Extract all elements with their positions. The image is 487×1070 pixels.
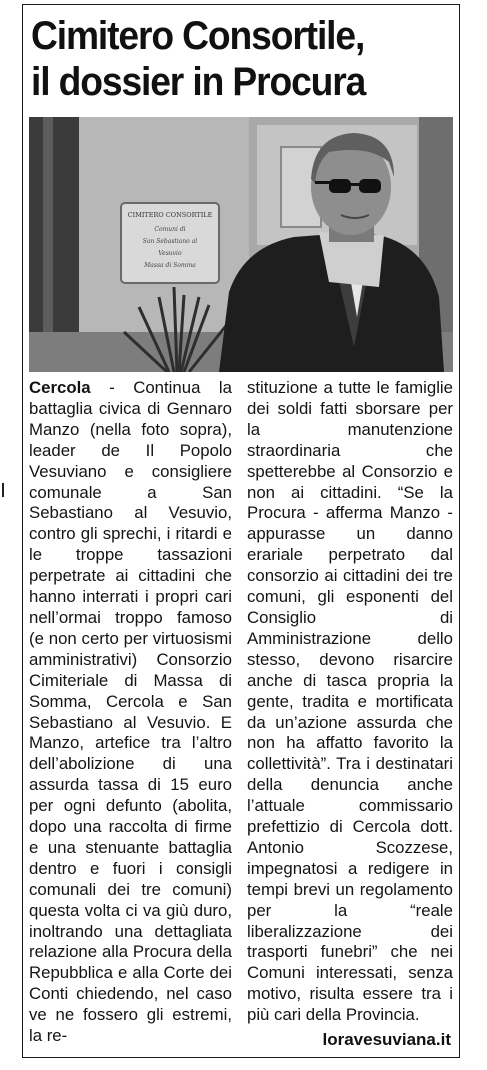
- newspaper-article: [22, 4, 460, 1058]
- source-credit: loravesuviana.it: [322, 1030, 451, 1049]
- dateline: Cercola: [29, 378, 91, 397]
- plaque-line-3: San Sebastiano al: [142, 238, 198, 245]
- plaque-line-4: Vesuvio: [158, 250, 182, 257]
- plaque-line-2: Comuni di: [154, 226, 186, 233]
- body-text-left: - Continua la battaglia civica di Gennaro Manzo (nella foto sopra), leader de Il Popolo Vesuviano e consigliere comunale a San Sebastiano al Vesuvio, contro gli sprechi, i ritardi e le troppe tassazioni perpetrate ai cittadini che hanno interrati i propri cari nell’ormai troppo famoso (e non certo per virtuosismi amministrativi) Consorzio Cimiteriale di Massa di Somma, Cercola e San Sebastiano al Vesuvio. E Manzo, artefice tra l’altro dell’abolizione di una assurda tassa di 15 euro per ogni defunto (abolita, dopo una raccolta di firme e una stenuante battaglia dentro e fuori i consigli comunali dei tre comuni) questa volta ci va giù duro, inoltrando una dettagliata relazione alla Procura della Repubblica e alla Corte dei Conti chiedendo, nel caso ve ne fossero gli estremi, la re-: [29, 378, 232, 1046]
- headline-line-2: il dossier in Procura: [31, 60, 366, 104]
- plaque-line-5: Massa di Somma: [144, 262, 196, 269]
- headline-line-1: Cimitero Consortile,: [31, 14, 365, 58]
- body-text-right: stituzione a tutte le famiglie dei soldi fatti sborsare per la manutenzione straordinaria che spetterebbe al Consorzio e non ai cittadini. “Se la Procura - afferma Manzo - appurasse un danno erariale perpetrato dal consorzio ai cittadini dei tre comuni, gli esponenti del Consiglio di Amministrazione dello stesso, devono risarcire anche di tasca propria la gente, tradita e mortificata da un’azione assurda che non ha affatto favorito la collettività”. Tra i destinatari della denuncia anche l’attuale commissario prefettizio di Cercola dott. Antonio Scozzese, impegnatosi a redigere in tempi brevi un regolamento per la “reale liberalizzazione dei trasporti funebri” che nei Comuni interessati, senza motivo, risulta essere tra i più cari della Provincia.: [247, 378, 453, 1025]
- article-photo: [29, 117, 453, 372]
- headline: [31, 13, 422, 105]
- body-column-left: [29, 378, 232, 1046]
- plaque-line-1: CIMITERO CONSORTILE: [127, 211, 213, 219]
- margin-mark: [2, 483, 4, 497]
- body-column-right: [247, 378, 453, 1025]
- photo-illustration: [29, 117, 453, 372]
